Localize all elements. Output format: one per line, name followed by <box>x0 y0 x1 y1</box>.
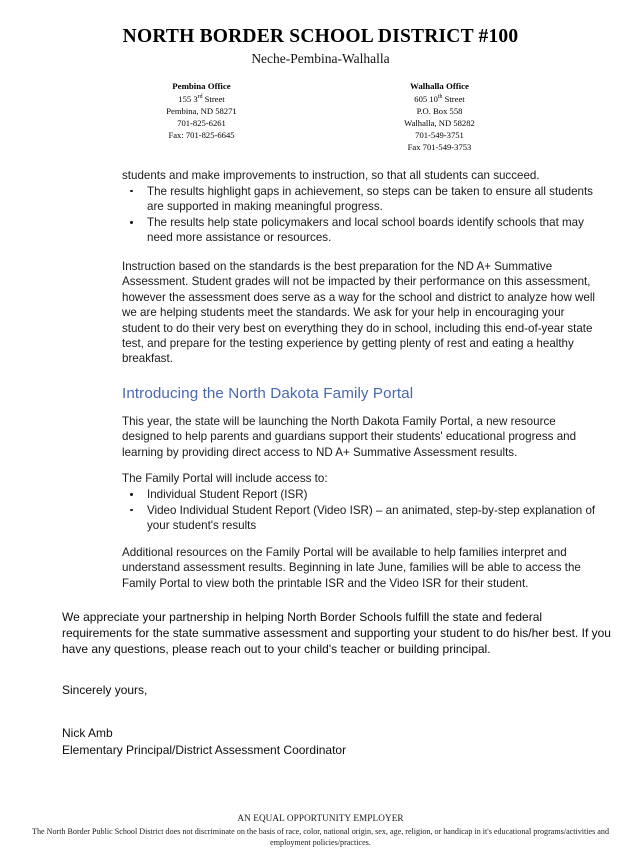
office-block-walhalla <box>335 80 545 154</box>
sign-off: Sincerely yours, <box>62 682 148 697</box>
spacer <box>0 246 641 259</box>
spacer <box>62 658 613 682</box>
spacer <box>0 367 641 384</box>
office-fax-pembina: Fax: 701-825-6645 <box>168 130 235 141</box>
office-block-pembina <box>97 80 307 142</box>
list-item: Video Individual Student Report (Video ISR) – an animated, step-by-step explanation of your student's results <box>122 503 601 534</box>
signer-title: Elementary Principal/District Assessment Coordinator <box>62 742 347 757</box>
list-item: The results highlight gaps in achievement, so steps can be taken to ensure all students are supported in making meaningful progress. <box>122 184 601 215</box>
benefits-bullet-list <box>122 184 601 246</box>
spacer <box>122 403 601 414</box>
office-name-walhalla: Walhalla Office <box>410 80 469 91</box>
office-phone-walhalla: 701-549-3751 <box>415 130 464 141</box>
letterhead <box>0 0 641 154</box>
district-subtitle: Neche-Pembina-Walhalla <box>251 51 390 67</box>
continued-sentence: students and make improvements to instruction, so that all students can succeed. <box>122 169 540 182</box>
portal-intro-paragraph: This year, the state will be launching the North Dakota Family Portal, a new resource designed to help parents and guardians support their students' educational progress and learning by providing direct access to ND A+ Summative Assessment results. <box>122 414 577 459</box>
signer-name: Nick Amb <box>62 726 113 741</box>
benefits-section <box>122 168 601 246</box>
spacer <box>122 460 601 471</box>
additional-resources-paragraph: Additional resources on the Family Portal will be available to help families interpret and understand assessment results. Beginning in late June, families will be able to access the Family Portal to view both the printable ISR and the Video ISR for their student. <box>122 545 581 590</box>
page-footer <box>0 812 641 849</box>
office-phone-pembina: 701-825-6261 <box>177 118 226 129</box>
instruction-section <box>122 259 601 367</box>
portal-list-lead: The Family Portal will include access to: <box>122 472 328 486</box>
portal-bullet-list <box>122 487 601 534</box>
district-title: NORTH BORDER SCHOOL DISTRICT #100 <box>122 26 519 47</box>
office-name-pembina: Pembina Office <box>172 80 231 91</box>
office-street-ordinal-pembina: rd <box>197 93 203 100</box>
equal-opportunity-statement: AN EQUAL OPPORTUNITY EMPLOYER <box>237 812 404 823</box>
spacer <box>122 534 601 545</box>
office-pobox-walhalla: P.O. Box 558 <box>416 105 463 116</box>
letter-body <box>0 168 641 758</box>
office-street-name-walhalla: Street <box>442 93 465 104</box>
list-item: The results help state policymakers and local school boards identify schools that may need more assistance or resources. <box>122 215 601 246</box>
closing-section <box>62 609 613 759</box>
office-citystate-pembina: Pembina, ND 58271 <box>166 105 237 116</box>
office-citystate-walhalla: Walhalla, ND 58282 <box>404 118 475 129</box>
office-street-number-walhalla: 605 10 <box>414 93 438 104</box>
family-portal-section <box>122 384 601 592</box>
list-item: Individual Student Report (ISR) <box>122 487 601 503</box>
office-street-walhalla <box>335 93 545 105</box>
spacer <box>62 698 613 725</box>
instruction-paragraph: Instruction based on the standards is the best preparation for the ND A+ Summative Assessment. Student grades will not be impacted by their performance on this assessment, however the assessment does serve as a way for the school and district to analyze how well we are helping students meet the standards. We ask for your help in encouraging your student to do their very best on everything they do in school, including this end-of-year state test, and prepare for the testing experience by getting plenty of rest and eating a healthy breakfast. <box>122 259 596 366</box>
office-fax-walhalla: Fax 701-549-3753 <box>407 142 472 153</box>
nondiscrimination-statement: The North Border Public School District does not discriminate on the basis of race, color, national origin, sex, age, religion, or handicap in it's educational programs/activities and employment policies/practices. <box>32 826 609 848</box>
office-addresses <box>0 80 641 154</box>
spacer <box>0 592 641 609</box>
closing-paragraph: We appreciate your partnership in helping North Border Schools fulfill the state and federal requirements for the state summative assessment and supporting your student to do his/her best. If you have any questions, please reach out to your child's teacher or building principal. <box>62 609 611 657</box>
section-heading-family-portal: Introducing the North Dakota Family Portal <box>122 384 414 402</box>
office-street-pembina <box>97 93 307 105</box>
office-street-number-pembina: 155 3 <box>178 93 198 104</box>
office-street-name-pembina: Street <box>202 93 225 104</box>
office-street-ordinal-walhalla: th <box>437 93 443 100</box>
